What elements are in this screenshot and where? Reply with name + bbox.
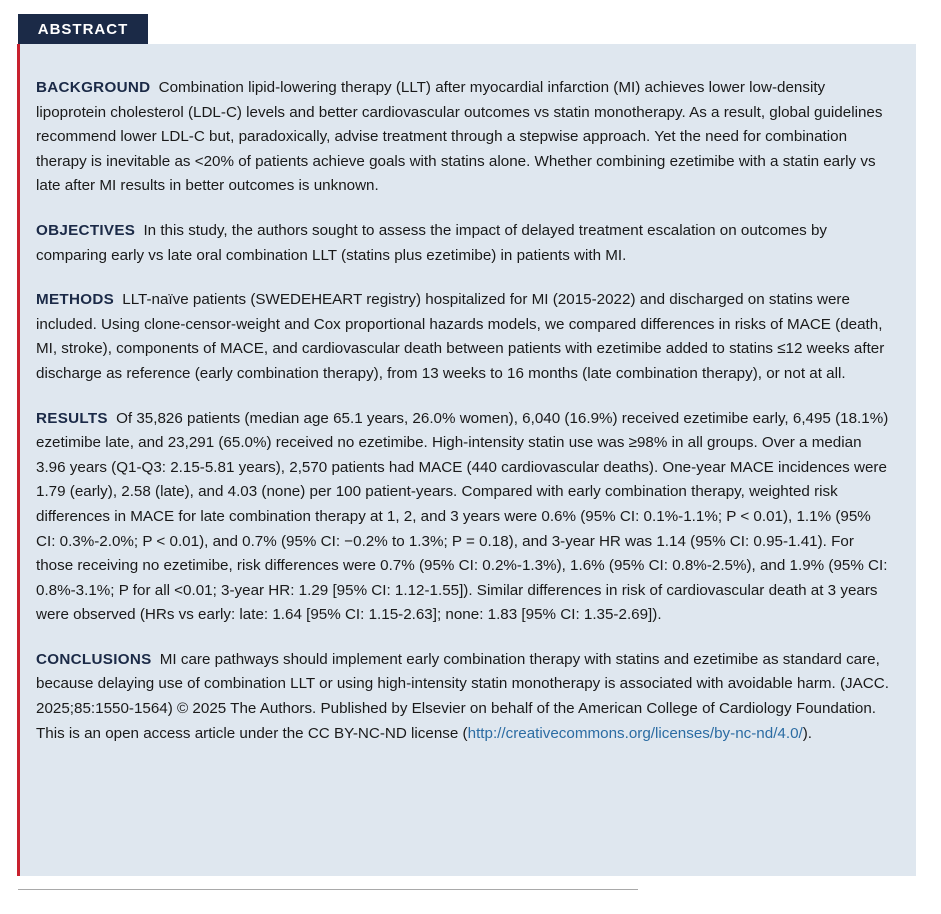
background-text: Combination lipid-lowering therapy (LLT) after myocardial infarction (MI) achieves lower low-density lipoprotein cholesterol (LDL-C) levels and better cardiovascular outcomes vs statin monotherapy. As a result, global guidelines recommend lower LDL-C but, paradoxically, advise treatment through a stepwise approach. Yet the need for combination therapy is inevitable as <20% of patients achieve goals with statins alone. Whether combining ezetimibe with a statin early vs late after MI results in better outcomes is unknown. [36,79,883,195]
objectives-paragraph [36,219,894,268]
background-heading: BACKGROUND [36,79,151,96]
methods-paragraph [36,288,894,386]
objectives-heading: OBJECTIVES [36,221,136,239]
abstract-panel [20,44,916,876]
methods-heading: METHODS [36,291,115,309]
conclusions-text-end: ). [802,724,813,742]
abstract-tab-label: ABSTRACT [18,14,148,44]
conclusions-text: MI care pathways should implement early combination therapy with statins and ezetimibe as standard care, because delaying use of combination LLT or using high-intensity statin monotherapy is associated with avoidable harm. (JACC. 2025;85:1550-1564) © 2025 The Authors. Published by Elsevier on behalf of the American College of Cardiology Foundation. This is an open access article under the CC BY-NC-ND license ( [36,650,889,742]
results-text: Of 35,826 patients (median age 65.1 years, 26.0% women), 6,040 (16.9%) received ezetimibe early, 6,495 (18.1%) ezetimibe late, and 23,291 (65.0%) received no ezetimibe. High-intensity statin use was ≥98% in all groups. Over a median 3.96 years (Q1-Q3: 2.15-5.81 years), 2,570 patients had MACE (440 cardiovascular deaths). One-year MACE incidences were 1.79 (early), 2.58 (late), and 4.03 (none) per 100 patient-years. Compared with early combination therapy, weighted risk differences in MACE for late combination therapy at 1, 2, and 3 years were 0.6% (95% CI: 0.1%-1.1%; P < 0.01), 1.1% (95% CI: 0.3%-2.0%; P < 0.01), and 0.7% (95% CI: −0.2% to 1.3%; P = 0.18), and 3-year HR was 1.14 (95% CI: 0.95-1.41). For those receiving no ezetimibe, risk differences were 0.7% (95% CI: 0.2%-1.3%), 1.6% (95% CI: 0.8%-2.5%), and 1.9% (95% CI: 0.8%-3.1%; P for all <0.01; 3-year HR: 1.29 [95% CI: 1.12-1.55]). Similar differences in risk of cardiovascular death at 3 years were observed (HRs vs early: late: 1.64 [95% CI: 1.15-2.63]; none: 1.83 [95% CI: 1.35-2.69]). [36,409,889,624]
results-paragraph [36,407,894,628]
results-heading: RESULTS [36,409,108,427]
objectives-text: In this study, the authors sought to assess the impact of delayed treatment escalation on outcomes by comparing early vs late oral combination LLT (statins plus ezetimibe) in patients with MI. [36,221,827,264]
conclusions-paragraph [36,648,894,746]
background-paragraph [36,76,894,199]
conclusions-heading: CONCLUSIONS [36,650,152,668]
methods-text: LLT-naïve patients (SWEDEHEART registry) hospitalized for MI (2015-2022) and discharged on statins were included. Using clone-censor-weight and Cox proportional hazards models, we compared differences in risks of MACE (death, MI, stroke), components of MACE, and cardiovascular death between patients with ezetimibe added to statins ≤12 weeks after discharge as reference (early combination therapy), from 13 weeks to 16 months (late combination therapy), or not at all. [36,291,885,382]
license-link[interactable]: http://creativecommons.org/licenses/by-nc-nd/4.0/ [467,724,803,742]
footer-divider [18,889,638,890]
